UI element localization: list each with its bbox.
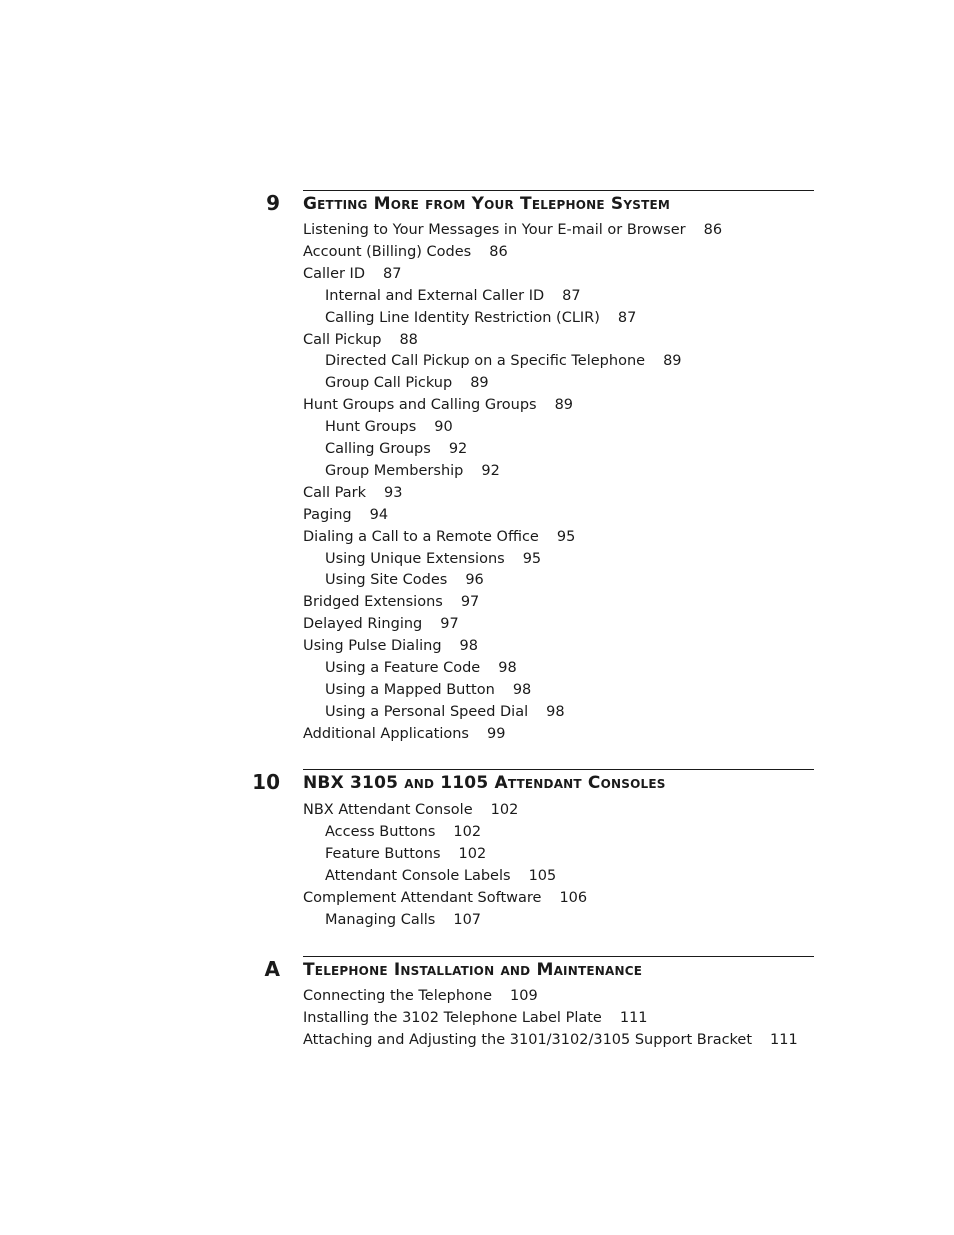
toc-entry-title: Listening to Your Messages in Your E-mail or Browser xyxy=(303,222,686,238)
toc-entry[interactable] xyxy=(303,888,587,908)
toc-entry[interactable] xyxy=(303,461,500,481)
toc-page-number: 95 xyxy=(522,550,542,567)
toc-entry[interactable] xyxy=(303,527,575,547)
toc-entry[interactable] xyxy=(303,286,581,306)
toc-page-number: 102 xyxy=(453,823,482,840)
toc-entry-title: Using a Mapped Button xyxy=(325,681,495,698)
toc-entry[interactable] xyxy=(303,242,508,262)
toc-page-number: 97 xyxy=(440,616,459,633)
toc-entry-title: Call Pickup xyxy=(303,331,382,348)
toc-entry-title: Paging xyxy=(303,506,352,523)
toc-entry-title: Using a Personal Speed Dial xyxy=(325,703,529,720)
toc-entry-title: NBX Attendant Console xyxy=(303,802,473,818)
toc-entry-title: Bridged Extensions xyxy=(303,594,443,611)
toc-page-number: 93 xyxy=(384,484,403,501)
toc-entry[interactable] xyxy=(303,986,538,1006)
toc-entry-title: Call Park xyxy=(303,484,367,501)
toc-page-number: 95 xyxy=(556,528,576,545)
toc-entry-title: Caller ID xyxy=(303,265,366,282)
toc-entry-title: Complement Attendant Software xyxy=(303,889,542,906)
toc-page-number: 86 xyxy=(489,243,508,260)
toc-page-number: 89 xyxy=(663,353,682,370)
toc-entry-title: Additional Applications xyxy=(303,725,469,742)
chapter-title[interactable]: Telephone Installation and Maintenance xyxy=(303,960,643,980)
toc-entry-title: Feature Buttons xyxy=(325,845,441,862)
toc-page-number: 99 xyxy=(486,725,506,742)
toc-page-number: 96 xyxy=(465,572,484,589)
chapter-rule xyxy=(303,769,814,770)
toc-page-number: 102 xyxy=(490,802,519,818)
toc-entry-title: Access Buttons xyxy=(325,823,436,840)
toc-entry[interactable] xyxy=(303,702,565,722)
toc-entry-title: Hunt Groups and Calling Groups xyxy=(303,397,537,414)
toc-page-number: 98 xyxy=(459,638,478,655)
toc-entry[interactable] xyxy=(303,417,453,437)
toc-entry[interactable] xyxy=(303,570,484,590)
chapter-rule xyxy=(303,190,814,191)
toc-entry-title: Connecting the Telephone xyxy=(303,988,493,1004)
toc-page-number: 87 xyxy=(617,309,637,326)
toc-entry-title: Hunt Groups xyxy=(325,419,417,436)
toc-page-number: 105 xyxy=(528,867,557,884)
toc-page-number: 111 xyxy=(619,1009,648,1026)
toc-entry-title: Directed Call Pickup on a Specific Telephone xyxy=(325,353,646,370)
toc-page-number: 98 xyxy=(498,660,517,676)
toc-entry-title: Managing Calls xyxy=(325,911,436,928)
toc-page-number: 111 xyxy=(770,1031,798,1048)
toc-page-number: 106 xyxy=(559,889,588,906)
toc-page-number: 94 xyxy=(369,506,389,523)
toc-entry[interactable] xyxy=(303,439,467,459)
toc-entry[interactable] xyxy=(303,800,518,820)
toc-entry-title: Group Membership xyxy=(325,462,464,479)
toc-entry-title: Group Call Pickup xyxy=(325,375,453,392)
toc-entry-title: Calling Line Identity Restriction (CLIR) xyxy=(325,309,600,326)
toc-entry[interactable] xyxy=(303,351,682,371)
toc-entry[interactable] xyxy=(303,264,401,284)
toc-page-number: 92 xyxy=(481,462,500,479)
toc-entry[interactable] xyxy=(303,330,418,350)
toc-entry-title: Using Unique Extensions xyxy=(325,550,505,567)
toc-entry[interactable] xyxy=(303,614,459,634)
toc-entry[interactable] xyxy=(303,844,486,864)
toc-page-number: 89 xyxy=(470,375,489,392)
toc-entry[interactable] xyxy=(303,724,505,744)
toc-page-number: 102 xyxy=(458,845,487,862)
toc-page-number: 97 xyxy=(460,594,480,611)
chapter-title[interactable]: NBX 3105 and 1105 Attendant Consoles xyxy=(303,773,666,793)
toc-entry-title: Installing the 3102 Telephone Label Plate xyxy=(303,1009,602,1026)
toc-page-number: 109 xyxy=(510,988,538,1004)
toc-entry[interactable] xyxy=(303,636,478,656)
toc-entry[interactable] xyxy=(303,373,489,393)
toc-entry[interactable] xyxy=(303,549,541,569)
chapter-number: A xyxy=(264,957,280,981)
toc-entry-title: Attaching and Adjusting the 3101/3102/3105 Support Bracket xyxy=(303,1031,753,1048)
toc-page-number: 107 xyxy=(453,911,482,928)
chapter-number: 10 xyxy=(252,770,280,794)
toc-entry-title: Delayed Ringing xyxy=(303,616,423,633)
toc-entry[interactable] xyxy=(303,910,481,930)
toc-entry[interactable] xyxy=(303,658,517,678)
toc-page-number: 92 xyxy=(448,441,468,457)
toc-page-number: 90 xyxy=(434,419,453,436)
toc-entry[interactable] xyxy=(303,592,479,612)
toc-entry-title: Using a Feature Code xyxy=(325,660,481,676)
chapter-rule xyxy=(303,956,814,957)
toc-page-number: 87 xyxy=(562,287,581,304)
toc-entry-title: Attendant Console Labels xyxy=(325,867,511,884)
toc-page-number: 98 xyxy=(546,703,565,720)
toc-entry[interactable] xyxy=(303,866,556,886)
toc-page-number: 87 xyxy=(383,265,402,282)
toc-entry-title: Using Pulse Dialing xyxy=(303,638,442,655)
toc-entry[interactable] xyxy=(303,505,388,525)
toc-page-number: 86 xyxy=(703,222,723,238)
toc-entry-title: Internal and External Caller ID xyxy=(325,287,545,304)
chapter-title[interactable]: Getting More from Your Telephone System xyxy=(303,194,670,214)
toc-entry[interactable] xyxy=(303,395,573,415)
toc-page-number: 98 xyxy=(512,681,532,698)
toc-entry[interactable] xyxy=(303,483,402,503)
toc-entry-title: Calling Groups xyxy=(325,441,431,457)
toc-entry[interactable] xyxy=(303,822,481,842)
toc-entry-title: Account (Billing) Codes xyxy=(303,243,472,260)
toc-entry[interactable] xyxy=(303,308,636,328)
toc-entry-title: Dialing a Call to a Remote Office xyxy=(303,528,539,545)
toc-entry[interactable] xyxy=(303,680,531,700)
toc-entry-title: Using Site Codes xyxy=(325,572,448,589)
toc-page-number: 89 xyxy=(554,397,574,414)
toc-entry[interactable] xyxy=(303,1030,798,1050)
toc-entry[interactable] xyxy=(303,1008,648,1028)
chapter-number: 9 xyxy=(266,191,280,215)
toc-page-number: 88 xyxy=(399,331,418,348)
toc-entry[interactable] xyxy=(303,220,722,240)
